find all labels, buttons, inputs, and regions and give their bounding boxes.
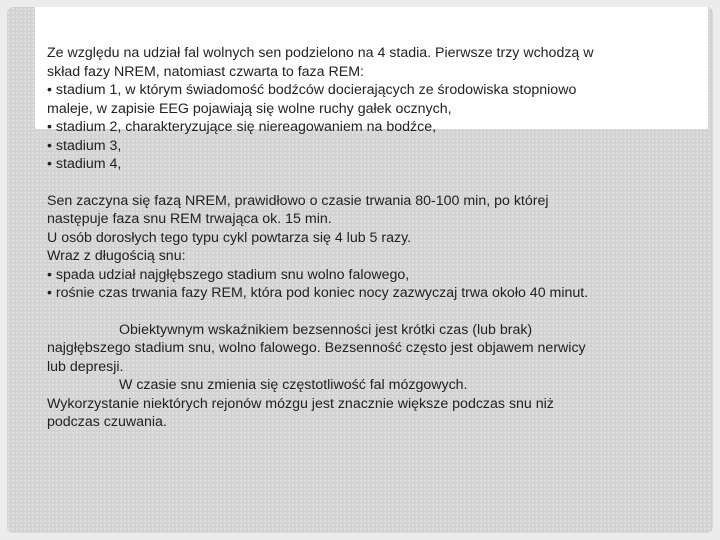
paragraph-gap — [47, 303, 672, 321]
slide — [7, 7, 713, 533]
bullet-item: • stadium 3, — [47, 137, 122, 154]
slide-text — [47, 44, 672, 432]
text-line: Sen zaczyna się fazą NREM, prawidłowo o czasie trwania 80-100 min, po której — [47, 192, 549, 209]
paragraph-gap — [47, 174, 672, 192]
bullet-item: • stadium 1, w którym świadomość bodźców docierających ze środowiska stopniowo — [47, 82, 577, 98]
text-line: Wraz z długością snu: — [47, 248, 186, 264]
text-line: U osób dorosłych tego typu cykl powtarza się 4 lub 5 razy. — [47, 229, 412, 246]
text-line: Wykorzystanie niektórych rejonów mózgu jest znacznie większe podczas snu niż — [47, 395, 554, 412]
text-line: lub depresji. — [47, 358, 124, 375]
bullet-item: • spada udział najgłębszego stadium snu wolno falowego, — [47, 266, 410, 283]
text-line: W czasie snu zmienia się częstotliwość fal mózgowych. — [119, 377, 468, 393]
bullet-item: • stadium 4, — [47, 156, 122, 172]
text-line: najgłębszego stadium snu, wolno falowego. Bezsenność często jest objawem nerwicy — [47, 340, 586, 356]
text-line: Ze względu na udział fal wolnych sen podzielono na 4 stadia. Pierwsze trzy wchodzą w — [47, 45, 594, 61]
text-line: maleje, w zapisie EEG pojawiają się wolne ruchy gałek ocznych, — [47, 100, 452, 117]
text-line: skład fazy NREM, natomiast czwarta to faza REM: — [47, 63, 364, 80]
text-line: następuje faza snu REM trwająca ok. 15 min. — [47, 211, 332, 227]
bullet-item: • stadium 2, charakteryzujące się niereagowaniem na bodźce, — [47, 119, 437, 135]
text-line: podczas czuwania. — [47, 414, 167, 430]
text-line: Obiektywnym wskaźnikiem bezsenności jest krótki czas (lub brak) — [119, 321, 533, 338]
bullet-item: • rośnie czas trwania fazy REM, która pod koniec nocy zazwyczaj trwa około 40 minut. — [47, 285, 589, 301]
